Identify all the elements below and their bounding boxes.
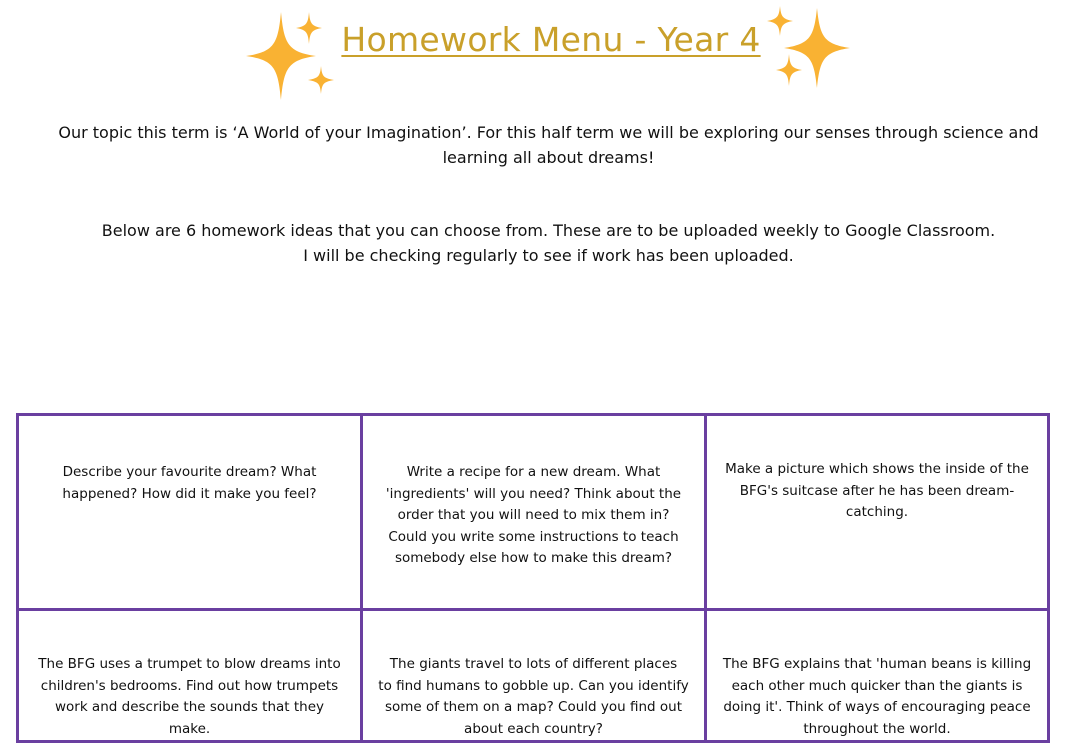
- homework-option-line: children's bedrooms. Find out how trumpets: [40, 677, 339, 694]
- topic-paragraph: [10, 120, 1077, 170]
- homework-option-line: The giants travel to lots of different places: [389, 656, 678, 672]
- page-title: Homework Menu - Year 4: [341, 20, 761, 59]
- homework-option-cell: [19, 416, 363, 611]
- homework-option-cell: [707, 611, 1047, 740]
- homework-option-line: Describe your favourite dream? What: [62, 464, 317, 480]
- homework-option-line: doing it'. Think of ways of encouraging peace: [723, 699, 1031, 715]
- homework-option-cell: [707, 416, 1047, 611]
- small-sparkle-star-icon: [776, 54, 802, 86]
- homework-option-line: some of them on a map? Could you find out: [384, 699, 683, 715]
- homework-option-line: somebody else how to make this dream?: [394, 550, 673, 566]
- small-sparkle-star-icon: [296, 12, 322, 44]
- homework-option-line: throughout the world.: [803, 720, 951, 737]
- homework-option-cell: [363, 416, 707, 611]
- homework-option-cell: [363, 611, 707, 740]
- homework-option-line: work and describe the sounds that they: [54, 699, 325, 715]
- topic-line: Our topic this term is ‘A World of your Imagination’. For this half term we will be exploring our senses through science and: [58, 123, 1039, 142]
- homework-option-line: Make a picture which shows the inside of the: [725, 461, 1029, 477]
- homework-option-line: happened? How did it make you feel?: [62, 485, 317, 502]
- homework-option-line: make.: [168, 720, 211, 737]
- topic-line: learning all about dreams!: [442, 148, 655, 167]
- homework-option-line: order that you will need to mix them in?: [397, 507, 670, 523]
- instructions-line: Below are 6 homework ideas that you can choose from. These are to be uploaded weekly to Google Classroom.: [101, 221, 996, 240]
- homework-option-line: The BFG uses a trumpet to blow dreams into: [38, 656, 341, 672]
- homework-menu-grid: [16, 413, 1050, 743]
- homework-option-cell: [19, 611, 363, 740]
- homework-option-line: about each country?: [464, 720, 603, 737]
- homework-option-line: catching.: [845, 504, 909, 520]
- homework-option-line: to find humans to gobble up. Can you identify: [378, 677, 689, 694]
- homework-option-line: Write a recipe for a new dream. What: [406, 464, 661, 480]
- instructions-paragraph: [10, 218, 1077, 268]
- homework-option-line: BFG's suitcase after he has been dream-: [739, 482, 1015, 499]
- small-sparkle-star-icon: [767, 6, 793, 36]
- homework-option-line: Could you write some instructions to teach: [388, 528, 679, 545]
- small-sparkle-star-icon: [308, 66, 334, 94]
- homework-option-line: 'ingredients' will you need? Think about the: [385, 485, 682, 502]
- homework-option-line: each other much quicker than the giants is: [731, 677, 1023, 694]
- homework-option-line: The BFG explains that 'human beans is killing: [722, 656, 1032, 672]
- instructions-line: I will be checking regularly to see if work has been uploaded.: [303, 246, 794, 265]
